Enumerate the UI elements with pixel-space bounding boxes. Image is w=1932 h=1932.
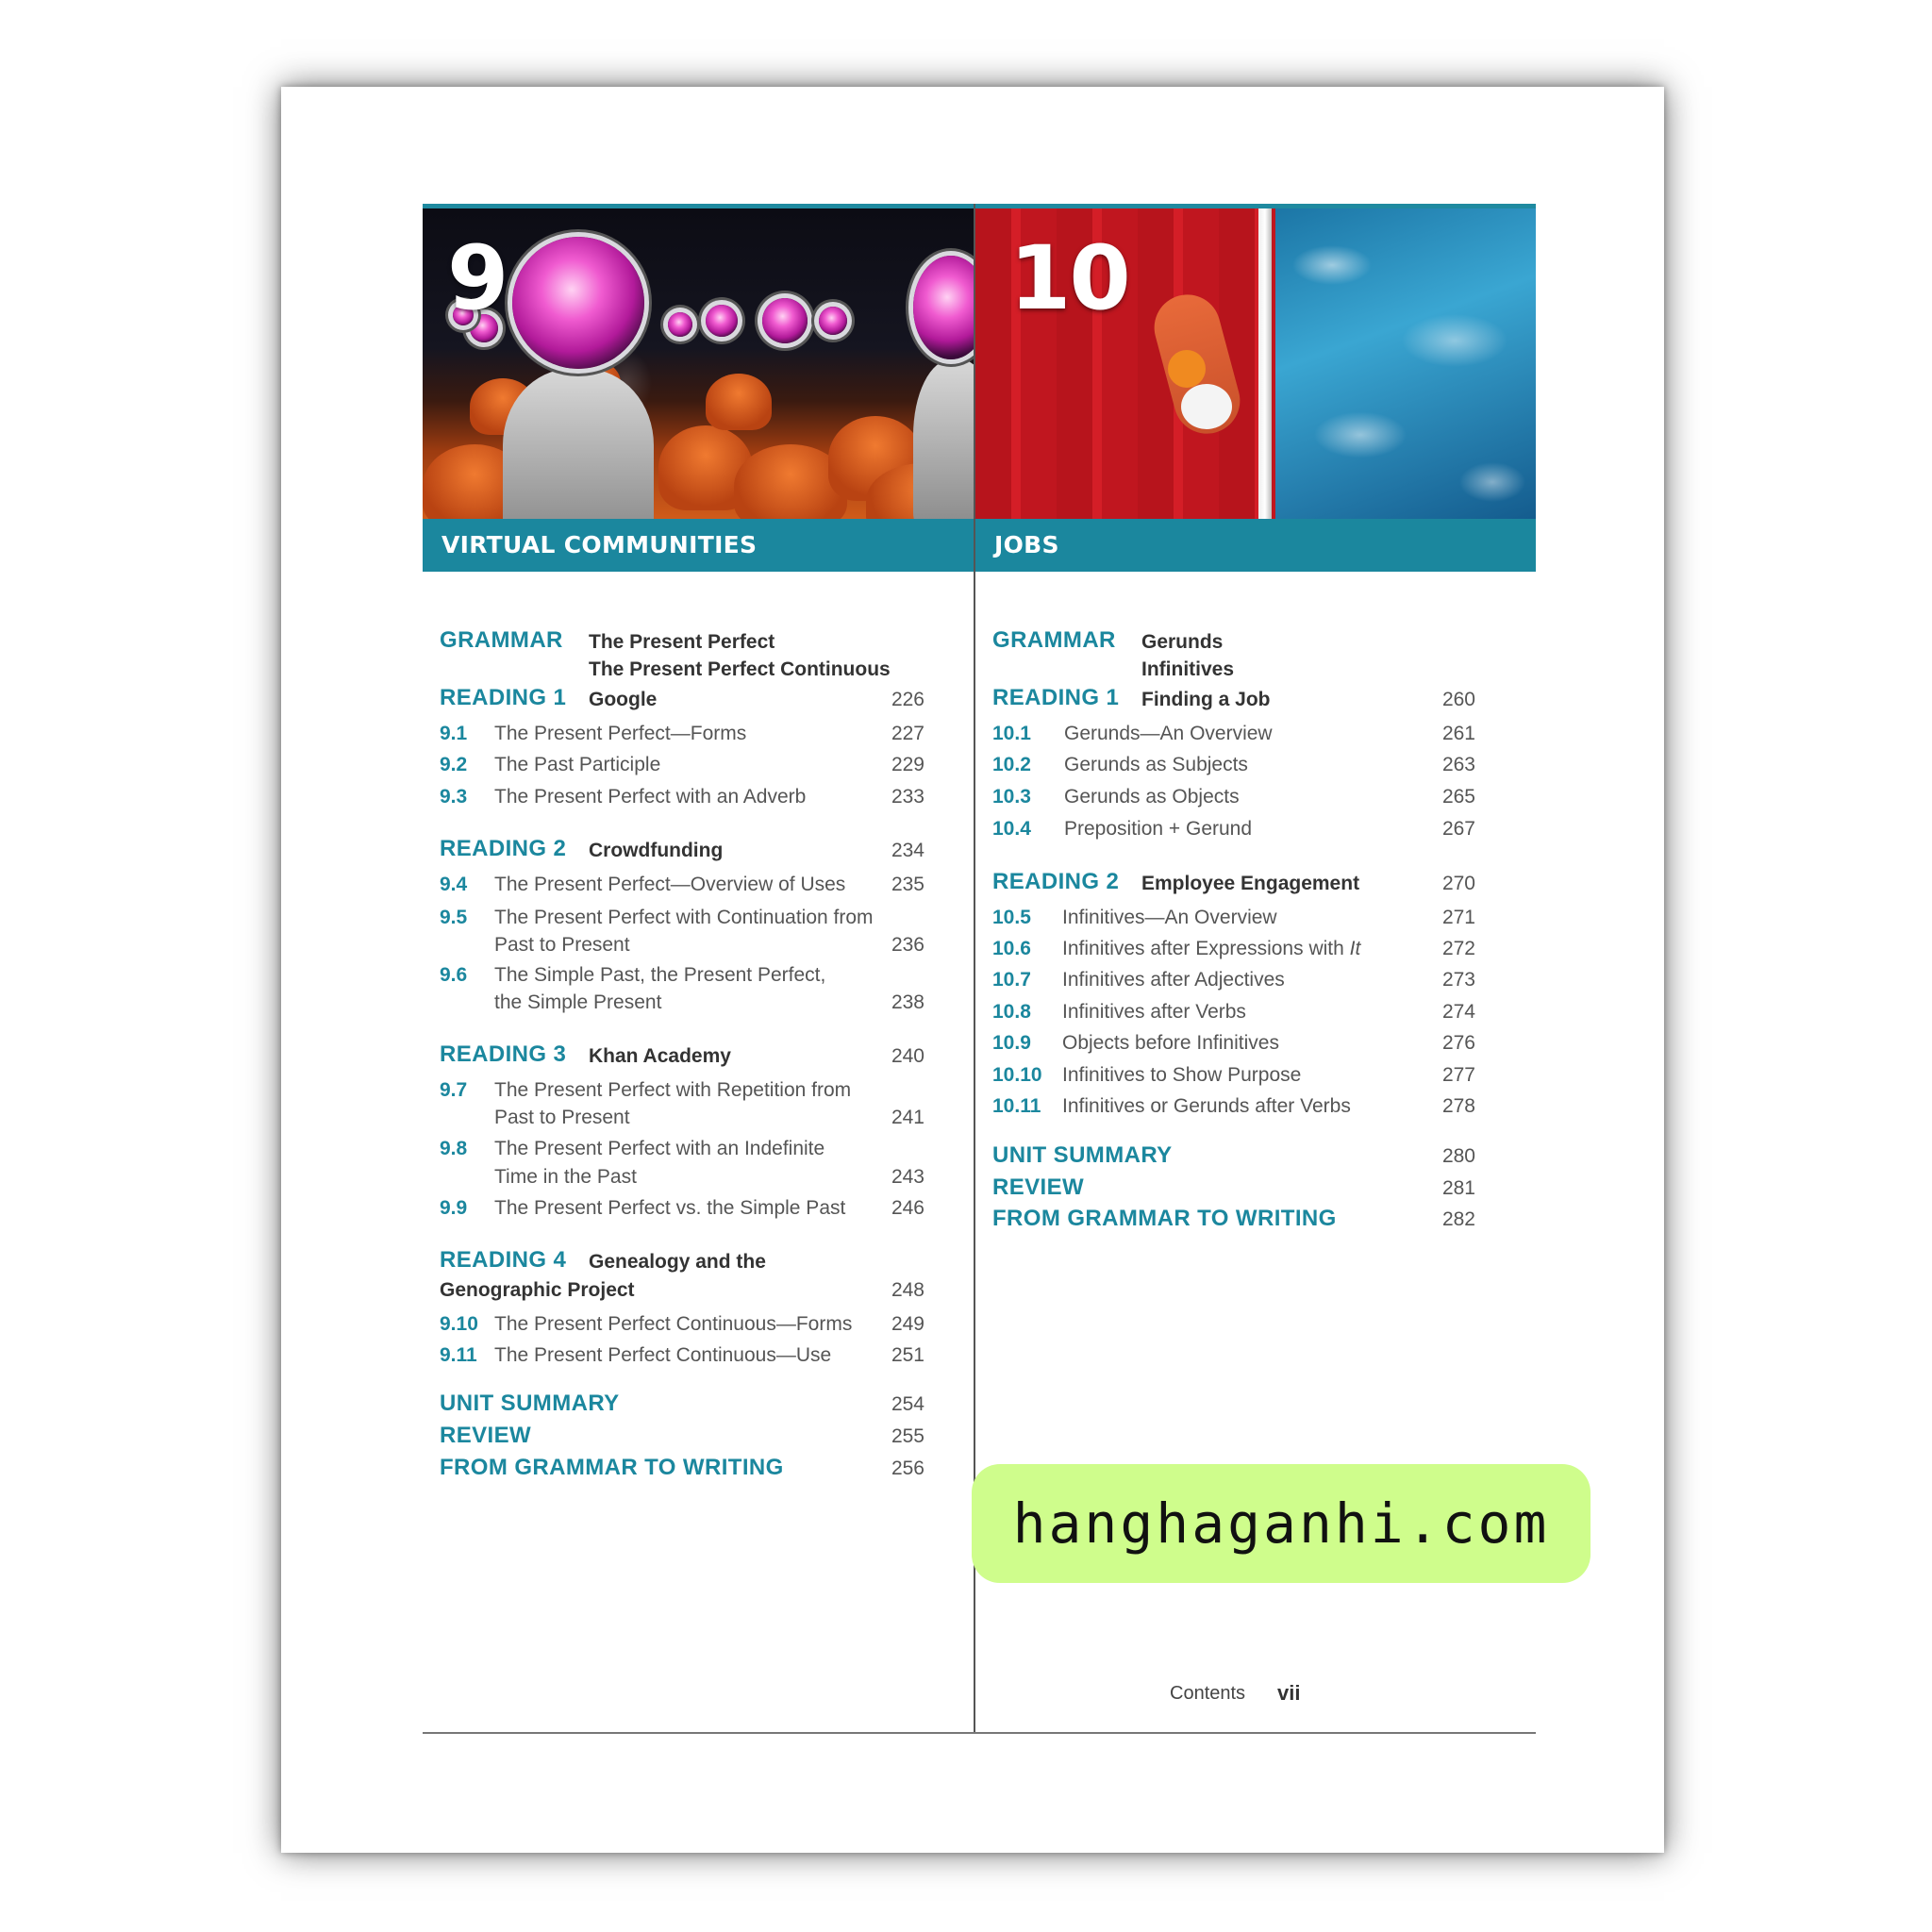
lesson-number: 9.5: [440, 907, 468, 928]
page-number: 267: [1441, 818, 1475, 840]
grammar-to-writing-link[interactable]: FROM GRAMMAR TO WRITING: [440, 1455, 784, 1480]
lesson-title-continued[interactable]: the Simple Present: [494, 991, 662, 1013]
lesson-title[interactable]: The Present Perfect—Forms: [494, 723, 747, 744]
lesson-number: 10.2: [992, 754, 1031, 775]
footer-label: Contents: [1170, 1683, 1246, 1704]
unit-9-number: 9: [447, 227, 508, 330]
review-link[interactable]: REVIEW: [992, 1174, 1085, 1200]
lesson-number: 9.2: [440, 754, 468, 775]
lesson-title[interactable]: Infinitives or Gerunds after Verbs: [1062, 1095, 1351, 1117]
page-number: 246: [891, 1197, 924, 1219]
page-number: 236: [891, 934, 924, 956]
lesson-title[interactable]: Infinitives after Adjectives: [1062, 969, 1285, 991]
unit-10-grammar-topic: Infinitives: [1141, 658, 1235, 680]
lesson-title[interactable]: Infinitives—An Overview: [1062, 907, 1277, 928]
page-number: 256: [891, 1457, 924, 1479]
lesson-title[interactable]: The Present Perfect vs. the Simple Past: [494, 1197, 846, 1219]
lesson-number: 9.9: [440, 1197, 468, 1219]
lesson-number: 10.4: [992, 818, 1031, 840]
page-number: 265: [1441, 786, 1475, 808]
page-number: 282: [1441, 1208, 1475, 1230]
lesson-number: 9.11: [440, 1344, 477, 1366]
watermark-badge: hanghaganhi.com: [972, 1464, 1591, 1583]
unit-10-grammar-label: GRAMMAR: [992, 627, 1116, 653]
lesson-title[interactable]: The Present Perfect with an Adverb: [494, 786, 807, 808]
grammar-to-writing-link[interactable]: FROM GRAMMAR TO WRITING: [992, 1206, 1337, 1231]
lesson-title[interactable]: Infinitives after Verbs: [1062, 1001, 1246, 1023]
unit-9-grammar-topic: The Present Perfect: [589, 631, 775, 653]
lesson-number: 10.11: [992, 1095, 1041, 1117]
unit-9-theme: VIRTUAL COMMUNITIES: [423, 519, 974, 572]
lesson-title[interactable]: The Present Perfect—Overview of Uses: [494, 874, 846, 895]
lesson-number: 9.3: [440, 786, 468, 808]
lesson-title[interactable]: The Simple Past, the Present Perfect,: [494, 964, 826, 986]
lesson-number: 9.7: [440, 1079, 468, 1101]
page-number: 276: [1441, 1032, 1475, 1054]
lesson-title[interactable]: The Present Perfect with Repetition from: [494, 1079, 852, 1101]
review-link[interactable]: REVIEW: [440, 1423, 532, 1448]
page-number: 255: [891, 1425, 924, 1447]
page-number: 263: [1441, 754, 1475, 775]
unit-summary-link[interactable]: UNIT SUMMARY: [992, 1142, 1173, 1168]
lesson-title-continued[interactable]: Past to Present: [494, 934, 630, 956]
lesson-title[interactable]: The Present Perfect with Continuation from: [494, 907, 874, 928]
page-number: 233: [891, 786, 924, 808]
page-number: 277: [1441, 1064, 1475, 1086]
page-number: 251: [891, 1344, 924, 1366]
lesson-title[interactable]: Objects before Infinitives: [1062, 1032, 1279, 1054]
lesson-number: 10.10: [992, 1064, 1042, 1086]
bottom-divider: [423, 1732, 1536, 1734]
lesson-number: 9.1: [440, 723, 468, 744]
page-number: 234: [891, 840, 924, 861]
page-number: 241: [891, 1107, 924, 1128]
page-number: 243: [891, 1166, 924, 1188]
unit-summary-link[interactable]: UNIT SUMMARY: [440, 1391, 620, 1416]
lesson-title-continued[interactable]: Past to Present: [494, 1107, 630, 1128]
page-number: 238: [891, 991, 924, 1013]
lesson-title[interactable]: The Present Perfect Continuous—Forms: [494, 1313, 853, 1335]
lesson-title[interactable]: The Present Perfect with an Indefinite: [494, 1138, 825, 1159]
unit-9-reading-title[interactable]: Google: [589, 689, 658, 710]
lesson-title[interactable]: Infinitives to Show Purpose: [1062, 1064, 1302, 1086]
lesson-title[interactable]: Infinitives after Expressions with It: [1062, 938, 1361, 959]
lesson-title[interactable]: The Past Participle: [494, 754, 661, 775]
unit-9-reading-title[interactable]: Crowdfunding: [589, 840, 724, 861]
lesson-number: 9.10: [440, 1313, 478, 1335]
lesson-number: 9.6: [440, 964, 468, 986]
page-number: 272: [1441, 938, 1475, 959]
page-number: 227: [891, 723, 924, 744]
page-number: 261: [1441, 723, 1475, 744]
page-number: 260: [1441, 689, 1475, 710]
unit-9-reading-label[interactable]: READING 3: [440, 1041, 567, 1067]
unit-9-reading-title[interactable]: Genealogy and the: [589, 1251, 766, 1273]
page-number: 248: [891, 1279, 924, 1301]
lesson-number: 10.5: [992, 907, 1031, 928]
lesson-title[interactable]: The Present Perfect Continuous—Use: [494, 1344, 832, 1366]
unit-9-photo: [423, 204, 974, 519]
unit-9-grammar-label: GRAMMAR: [440, 627, 563, 653]
unit-9-grammar-topic: The Present Perfect Continuous: [589, 658, 891, 680]
lesson-number: 10.1: [992, 723, 1031, 744]
page-number: 271: [1441, 907, 1475, 928]
unit-10-reading-label[interactable]: READING 1: [992, 685, 1120, 710]
unit-10-grammar-topic: Gerunds: [1141, 631, 1224, 653]
unit-10-theme: JOBS: [975, 519, 1536, 572]
lesson-title-italic: It: [1349, 938, 1361, 959]
unit-9-reading-title-continued[interactable]: Genographic Project: [440, 1279, 635, 1301]
unit-10-photo: [975, 204, 1536, 519]
page-number: 226: [891, 689, 924, 710]
page-number: 249: [891, 1313, 924, 1335]
unit-9-reading-title[interactable]: Khan Academy: [589, 1045, 731, 1067]
page-number: 254: [891, 1393, 924, 1415]
page-number: 281: [1441, 1177, 1475, 1199]
unit-9-reading-label[interactable]: READING 1: [440, 685, 567, 710]
lesson-number: 10.6: [992, 938, 1031, 959]
contents-page: [281, 87, 1664, 1853]
lesson-title[interactable]: Gerunds—An Overview: [1064, 723, 1273, 744]
page-number: 270: [1441, 873, 1475, 894]
page-number: 240: [891, 1045, 924, 1067]
page-number: 280: [1441, 1145, 1475, 1167]
lesson-number: 9.4: [440, 874, 468, 895]
page-number: 229: [891, 754, 924, 775]
lesson-title-continued[interactable]: Time in the Past: [494, 1166, 637, 1188]
unit-10-reading-title[interactable]: Finding a Job: [1141, 689, 1271, 710]
unit-10-reading-label[interactable]: READING 2: [992, 869, 1120, 894]
lesson-title[interactable]: Preposition + Gerund: [1064, 818, 1253, 840]
page-number: 273: [1441, 969, 1475, 991]
lesson-title[interactable]: Gerunds as Subjects: [1064, 754, 1248, 775]
footer-page-number: vii: [1277, 1681, 1301, 1705]
page-number: 235: [891, 874, 924, 895]
page-number: 274: [1441, 1001, 1475, 1023]
unit-10-number: 10: [1009, 227, 1129, 330]
lesson-number: 10.7: [992, 969, 1031, 991]
lesson-number: 10.9: [992, 1032, 1031, 1054]
unit-10-reading-title[interactable]: Employee Engagement: [1141, 873, 1360, 894]
lesson-title[interactable]: Gerunds as Objects: [1064, 786, 1240, 808]
lesson-number: 10.8: [992, 1001, 1031, 1023]
page-number: 278: [1441, 1095, 1475, 1117]
unit-9-reading-label[interactable]: READING 2: [440, 836, 567, 861]
lesson-number: 10.3: [992, 786, 1031, 808]
unit-9-reading-label[interactable]: READING 4: [440, 1247, 567, 1273]
lesson-number: 9.8: [440, 1138, 468, 1159]
